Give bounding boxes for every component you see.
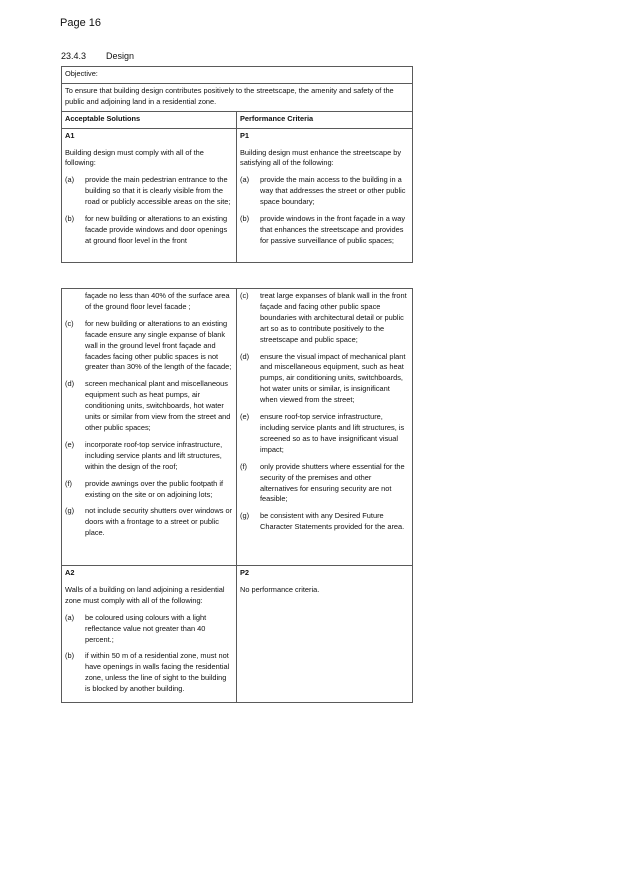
performance-criteria-header: Performance Criteria — [237, 111, 413, 128]
design-table-part-2 — [61, 288, 413, 703]
p1-cell — [237, 128, 413, 262]
a2-cell — [62, 566, 237, 703]
a1-p1-row — [62, 128, 413, 262]
list-item-text: not include security shutters over windows or doors with a frontage to a street or public place. — [85, 506, 233, 538]
section-number: 23.4.3 — [61, 51, 87, 61]
acceptable-solutions-header: Acceptable Solutions — [62, 111, 237, 128]
list-item-text: provide the main pedestrian entrance to the building so that it is clearly visible from the road or publicly accessible areas on the site; — [85, 175, 231, 207]
list-item-text: for new building or alterations to an existing facade ensure any single expanse of blank wall in the ground level front façade and facades facing other public spaces is not greater than 30% of the length of the facade; — [85, 318, 232, 372]
list-item-text: be consistent with any Desired Future Character Statements provided for the area. — [260, 511, 405, 532]
list-item — [65, 214, 233, 247]
a1-p1-continuation-row — [62, 289, 413, 566]
list-item — [65, 379, 233, 434]
list-item — [65, 175, 233, 208]
list-item-text: provide windows in the front façade in a way that enhances the streetscape and provides for passive surveillance of public spaces; — [260, 214, 406, 245]
p1-continued-cell — [237, 289, 413, 566]
page-number: Page 16 — [60, 17, 101, 29]
list-item — [240, 214, 409, 247]
p2-code: P2 — [240, 568, 250, 577]
a1-continuation-text: façade no less than 40% of the surface area of the ground floor level facade ; — [85, 291, 230, 311]
list-item-label: (b) — [65, 214, 75, 224]
list-item-text: only provide shutters where essential for the security of the premises and other alternatives for ensuring security are not feasible; — [260, 461, 405, 504]
list-item-text: if within 50 m of a residential zone, must not have openings in walls facing the residential zone, unless the line of sight to the building is blocked by another building. — [85, 651, 230, 694]
list-item-label: (f) — [240, 461, 247, 471]
a2-p2-row — [62, 566, 413, 703]
list-item — [65, 651, 233, 695]
list-item-text: provide awnings over the public footpath if existing on the site or on adjoining lots; — [85, 478, 224, 499]
list-item-text: for new building or alterations to an existing facade provide windows and door openings at ground floor level in the front — [85, 214, 228, 245]
list-item-text: ensure roof-top service infrastructure, including service plants and lift structures, is screened so as to have insignificant visual impact; — [260, 412, 405, 454]
list-item-text: screen mechanical plant and miscellaneous equipment such as heat pumps, air conditioning units, switchboards, hot water units or similar from view from the street and other public spaces; — [85, 379, 231, 432]
list-item-label: (e) — [240, 412, 250, 422]
p2-text: No performance criteria. — [240, 584, 320, 594]
list-item-label: (b) — [65, 651, 75, 661]
list-item-text: provide the main access to the building in a way that addresses the street or other public space boundary; — [260, 175, 406, 207]
objective-label: Objective: — [62, 67, 413, 84]
a2-code: A2 — [65, 568, 75, 577]
design-table-part-1 — [61, 66, 413, 263]
list-item — [65, 440, 233, 473]
list-item-label: (g) — [65, 506, 75, 516]
objective-text: To ensure that building design contributes positively to the streetscape, the amenity and safety of the public and adjoining land in a residential zone. — [62, 83, 413, 111]
objective-row — [62, 67, 413, 84]
p1-code: P1 — [240, 130, 250, 140]
list-item-label: (d) — [65, 379, 75, 389]
list-item-text: treat large expanses of blank wall in the front façade and facing other public space boundaries with architectural detail or public art so as to contribute positively to the streetscape and public space; — [260, 291, 407, 344]
list-item-text: incorporate roof-top service infrastructure, including service plants and lift structures, within the design of the roof; — [85, 439, 223, 471]
list-item — [240, 412, 409, 456]
list-item-label: (g) — [240, 511, 250, 521]
objective-text-row — [62, 83, 413, 111]
list-item-label: (a) — [240, 175, 250, 185]
list-item-text: be coloured using colours with a light reflectance value not greater than 40 percent.; — [85, 612, 207, 644]
list-item-label: (f) — [65, 478, 72, 488]
list-item-label: (d) — [240, 351, 250, 361]
list-item — [240, 462, 409, 506]
list-item — [65, 319, 233, 374]
list-item — [65, 506, 233, 539]
list-item — [240, 352, 409, 407]
list-item — [240, 511, 409, 533]
section-title: Design — [106, 51, 135, 61]
header-row — [62, 111, 413, 128]
a1-code: A1 — [65, 130, 75, 140]
p1-intro: Building design must enhance the streetscape by satisfying all of the following: — [240, 147, 402, 168]
a1-continued-cell — [62, 289, 237, 566]
a2-intro: Walls of a building on land adjoining a residential zone must comply with all of the following: — [65, 584, 225, 605]
a1-intro: Building design must comply with all of the following: — [65, 147, 204, 168]
list-item — [65, 613, 233, 646]
list-item — [65, 479, 233, 501]
list-item — [240, 291, 409, 346]
list-item-label: (c) — [65, 318, 74, 328]
list-item-label: (a) — [65, 612, 75, 622]
list-item-label: (e) — [65, 439, 75, 449]
list-item-label: (b) — [240, 214, 250, 224]
list-item-label: (c) — [240, 291, 249, 300]
p2-cell — [237, 566, 413, 703]
list-item-label: (a) — [65, 175, 75, 185]
list-item-text: ensure the visual impact of mechanical plant and miscellaneous equipment, such as heat pumps, air conditioning units, switchboards, hot water units or similar, is insignificant when viewed from the street; — [260, 351, 406, 405]
a1-cell — [62, 128, 237, 262]
list-item — [240, 175, 409, 208]
